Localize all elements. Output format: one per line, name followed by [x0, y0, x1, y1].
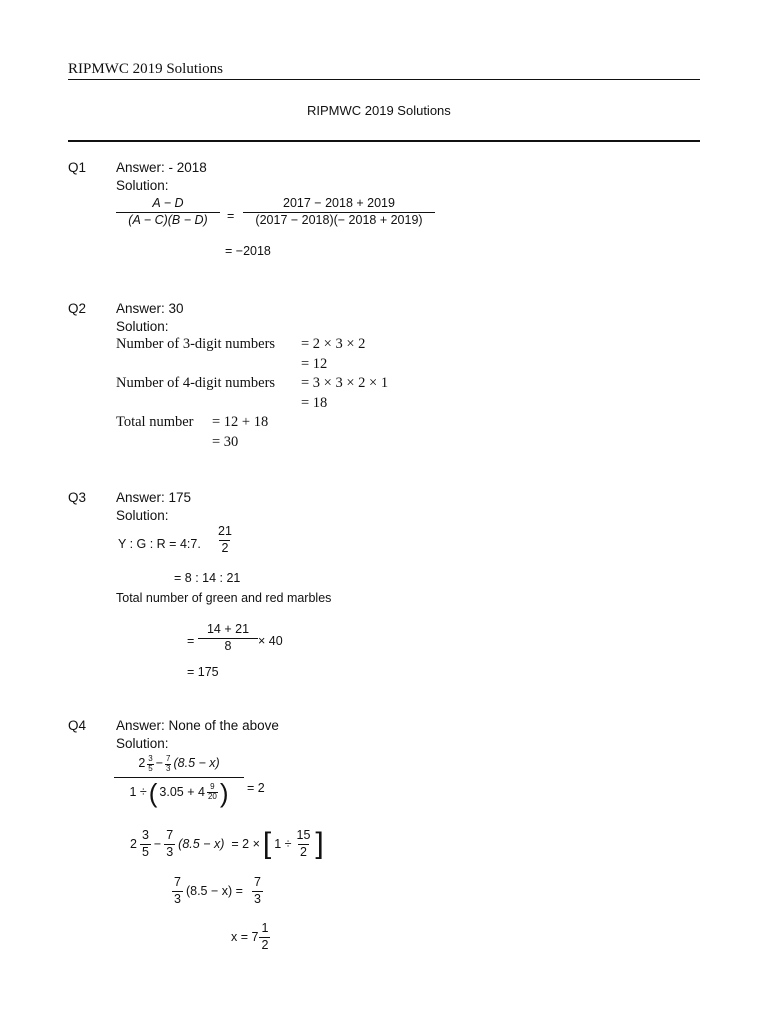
answer-text: Answer: None of the above — [116, 718, 279, 733]
q3-ratio-fraction: $\frac{21}{2}$ — [218, 524, 232, 555]
q3-calc-equals: = — [187, 634, 195, 648]
q4-step3: $\frac{7}{3}$ (8.5 − x) = $\frac{7}{3}$ — [174, 875, 261, 906]
q4-step2: 2 $\frac{3}{5}$ − $\frac{7}{3}$ (8.5 − x) = 2 × [ 1 ÷ $\frac{15}{2}$ ] — [130, 827, 324, 861]
answer-text: Answer: - 2018 — [116, 160, 207, 175]
question-label: Q4 — [68, 718, 87, 733]
title-rule — [68, 140, 700, 142]
answer-text: Answer: 175 — [116, 490, 192, 505]
solution-label: Solution: — [116, 736, 169, 751]
q1-lhs-fraction: $\frac{A - D}{(A - C)(B - D)}$ — [118, 197, 218, 228]
answer-text: Answer: 30 — [116, 301, 184, 316]
q3-ratio-result: = 8 : 14 : 21 — [174, 571, 241, 585]
q2-line3-result: = 30 — [212, 434, 239, 450]
running-header-title: RIPMWC 2019 Solutions — [68, 61, 224, 77]
question-label: Q3 — [68, 490, 87, 505]
document-title: RIPMWC 2019 Solutions — [307, 103, 451, 118]
q3-result: = 175 — [187, 665, 219, 679]
q2-line3-expr: = 12 + 18 — [212, 414, 269, 430]
q3-calc-multiplier: × 40 — [258, 634, 283, 648]
solution-label: Solution: — [116, 178, 169, 193]
q3-ratio-lhs: Y : G : R = 4:7. — [118, 537, 201, 551]
q2-line1-result: = 12 — [301, 356, 328, 372]
question-label: Q2 — [68, 301, 87, 316]
q2-line3-label: Total number — [116, 414, 194, 430]
q2-line2-label: Number of 4-digit numbers — [116, 375, 276, 391]
q3-calc-fraction: $\frac{14 + 21}{8}$ — [200, 623, 256, 654]
q4-step4: x = 7 $\frac{1}{2}$ — [231, 921, 269, 952]
solution-label: Solution: — [116, 508, 169, 523]
question-label: Q1 — [68, 160, 87, 175]
q2-line1-expr: = 2 × 3 × 2 — [301, 336, 366, 352]
q1-rhs-fraction: $\frac{2017 - 2018 + 2019}{(2017 - 2018)(- 2018 + 2019)}$ — [245, 197, 433, 228]
q3-text: Total number of green and red marbles — [116, 591, 332, 605]
q2-line2-result: = 18 — [301, 395, 328, 411]
q2-line1-label: Number of 3-digit numbers — [116, 336, 276, 352]
q4-eq-result: = 2 — [247, 781, 265, 795]
q4-equation-fraction: 2 $\frac{3}{5}$ − $\frac{7}{3}$ (8.5 − x) 1 ÷ ( 3.05 + 4 $\frac{9}{20}$ ) — [116, 755, 242, 806]
q2-line2-expr: = 3 × 3 × 2 × 1 — [301, 375, 389, 391]
header-rule — [68, 79, 700, 80]
q1-equals: = — [227, 209, 235, 223]
q1-result: = −2018 — [225, 244, 271, 258]
solution-label: Solution: — [116, 319, 169, 334]
